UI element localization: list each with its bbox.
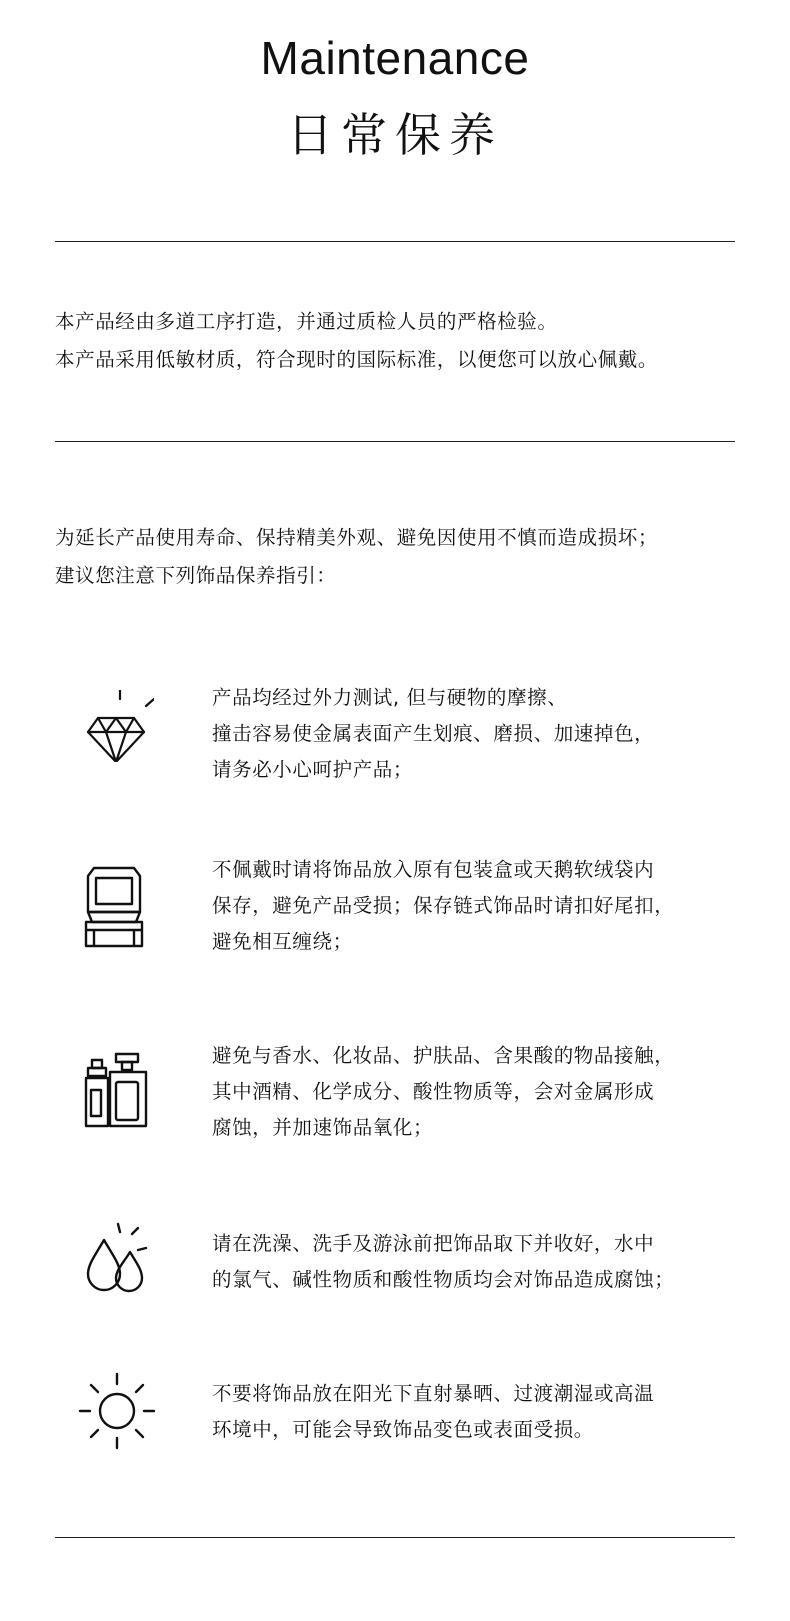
tip-text: [212, 1226, 732, 1298]
tip-line: 避免与香水、化妆品、护肤品、含果酸的物品接触，: [212, 1044, 675, 1067]
sun-icon: [78, 1372, 156, 1450]
water-drops-icon: [82, 1222, 154, 1294]
page-title-cn: 日常保养: [287, 108, 503, 162]
tip-line: 其中酒精、化学成分、酸性物质等，会对金属形成: [212, 1080, 655, 1103]
divider: [55, 241, 735, 242]
tip-icon-wrapper: [82, 866, 154, 938]
tip-icon-wrapper: [78, 1372, 156, 1450]
jewelry-box-icon: [82, 866, 154, 950]
tip-line: 请在洗澡、洗手及游泳前把饰品取下并收好，水中: [212, 1232, 655, 1255]
tip-line: 撞击容易使金属表面产生划痕、磨损、加速掉色，: [212, 722, 655, 745]
intro-line: 本产品采用低敏材质，符合现时的国际标准，以便您可以放心佩戴。: [55, 348, 659, 371]
divider: [55, 1537, 735, 1538]
tip-text: [212, 1376, 732, 1448]
tip-icon-wrapper: [82, 690, 154, 762]
guide-line: 为延长产品使用寿命、保持精美外观、避免因使用不慎而造成损坏；: [55, 526, 659, 549]
tip-line: 保存，避免产品受损；保存链式饰品时请扣好尾扣，: [212, 894, 675, 917]
guide-line: 建议您注意下列饰品保养指引：: [55, 564, 337, 587]
tip-line: 的氯气、碱性物质和酸性物质均会对饰品造成腐蚀；: [212, 1268, 675, 1291]
tip-line: 产品均经过外力测试, 但与硬物的摩擦、: [212, 686, 568, 709]
tip-line: 不要将饰品放在阳光下直射暴晒、过渡潮湿或高温: [212, 1382, 655, 1405]
tip-text: [212, 680, 732, 788]
tip-line: 不佩戴时请将饰品放入原有包装盒或天鹅软绒袋内: [212, 858, 655, 881]
intro-line: 本产品经由多道工序打造，并通过质检人员的严格检验。: [55, 310, 558, 333]
diamond-icon: [82, 690, 154, 762]
tip-line: 请务必小心呵护产品；: [212, 758, 414, 781]
page-title-en: Maintenance: [260, 32, 530, 84]
tip-line: 腐蚀，并加速饰品氧化；: [212, 1116, 434, 1139]
tip-line: 环境中，可能会导致饰品变色或表面受损。: [212, 1418, 594, 1441]
tip-text: [212, 852, 732, 960]
tip-icon-wrapper: [82, 1222, 154, 1294]
intro-paragraph: [55, 303, 755, 379]
tip-line: 避免相互缠绕；: [212, 930, 353, 953]
cosmetic-bottles-icon: [82, 1052, 154, 1128]
tip-text: [212, 1038, 732, 1146]
tip-icon-wrapper: [82, 1052, 154, 1124]
divider: [55, 441, 735, 442]
guide-paragraph: [55, 519, 755, 595]
